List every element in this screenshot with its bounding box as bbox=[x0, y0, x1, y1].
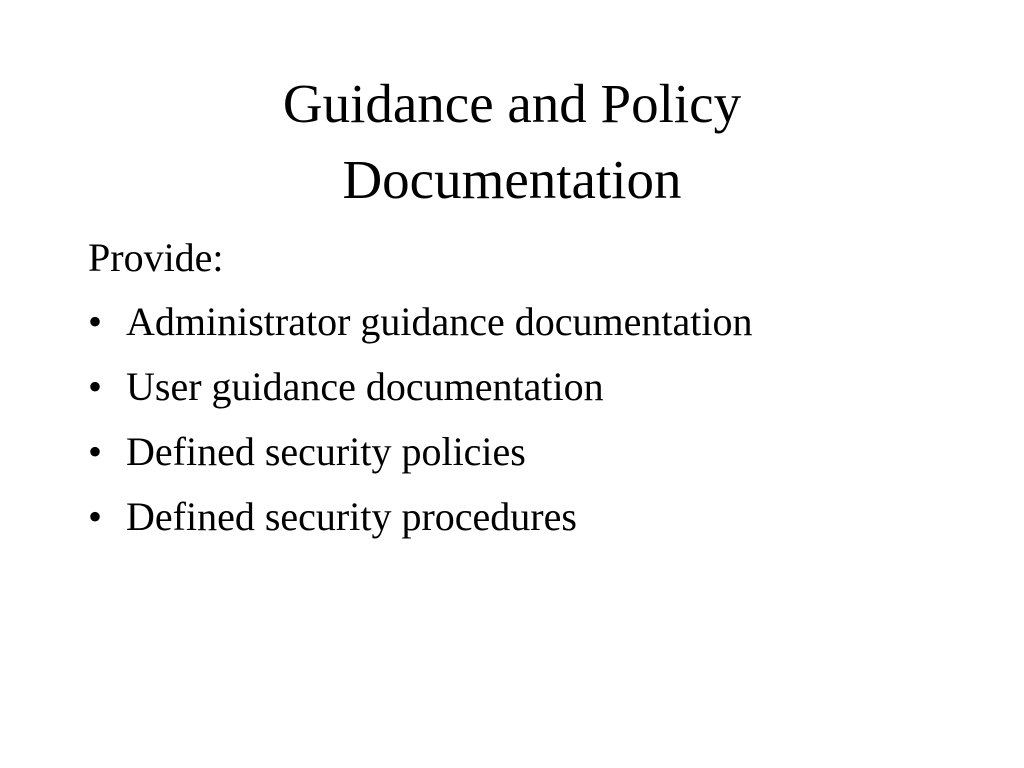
bullet-icon: • bbox=[88, 494, 103, 539]
slide-title bbox=[0, 66, 1024, 218]
bullet-item bbox=[88, 361, 968, 413]
bullet-icon: • bbox=[88, 364, 103, 409]
bullet-list bbox=[88, 296, 968, 543]
bullet-icon: • bbox=[88, 299, 103, 344]
bullet-item bbox=[88, 426, 968, 478]
bullet-text: Defined security procedures bbox=[126, 494, 577, 539]
bullet-icon: • bbox=[88, 429, 103, 474]
title-line-1: Guidance and Policy bbox=[282, 73, 742, 134]
slide-body bbox=[88, 232, 968, 556]
intro-text: Provide: bbox=[88, 235, 224, 280]
bullet-text: User guidance documentation bbox=[126, 364, 604, 409]
bullet-item bbox=[88, 296, 968, 348]
bullet-text: Defined security policies bbox=[126, 429, 526, 474]
bullet-item bbox=[88, 491, 968, 543]
bullet-text: Administrator guidance documentation bbox=[126, 299, 753, 344]
title-line-2: Documentation bbox=[342, 149, 682, 210]
